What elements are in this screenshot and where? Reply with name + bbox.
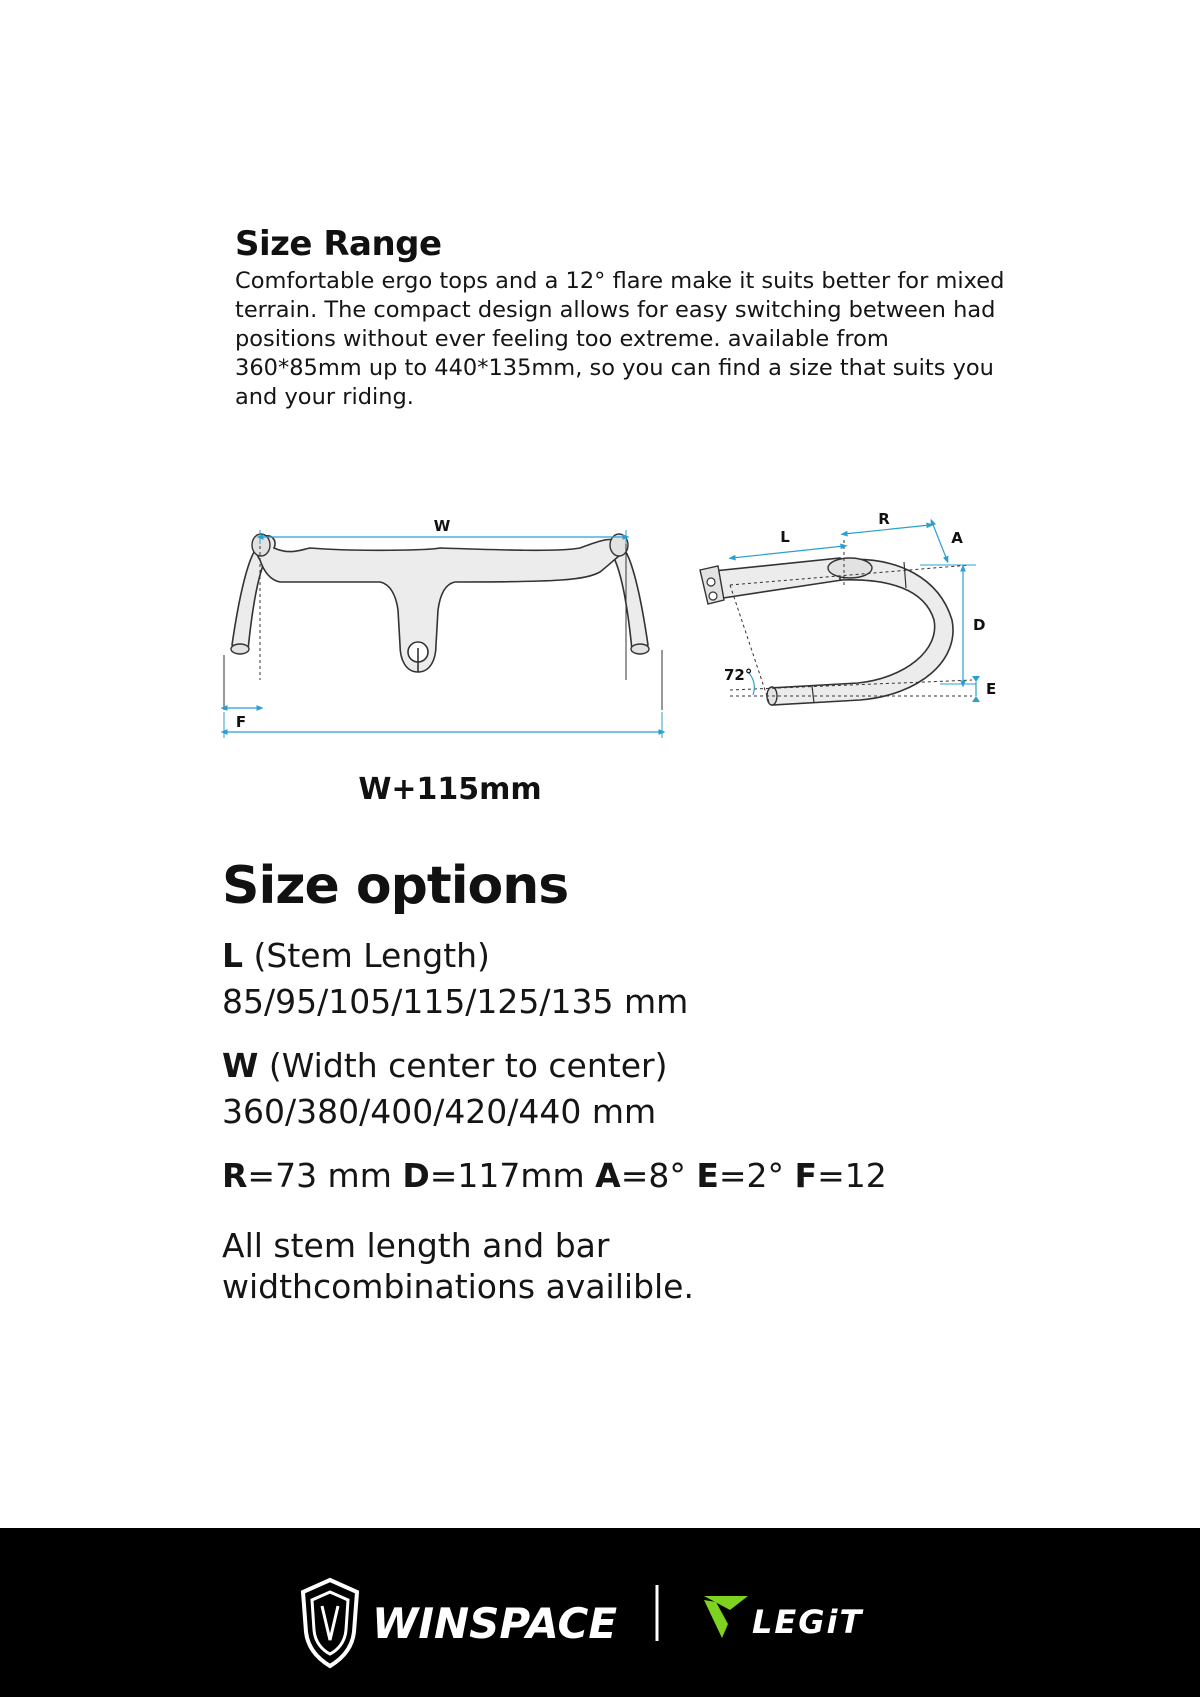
param-r-value: =73 mm <box>247 1156 403 1196</box>
param-d-key: D <box>402 1156 430 1196</box>
brand-footer <box>0 1528 1200 1697</box>
param-f-value: =12 <box>817 1156 887 1196</box>
l-dimension-line <box>732 546 844 558</box>
size-range-section <box>235 226 1015 412</box>
e-label: E <box>986 680 997 698</box>
w-label: W <box>433 517 451 535</box>
size-range-heading: Size Range <box>235 224 442 264</box>
param-r-key: R <box>222 1156 248 1196</box>
a-label: A <box>951 529 963 547</box>
total-width-label: W+115mm <box>358 772 542 807</box>
winspace-shield-icon <box>303 1580 357 1666</box>
combinations-note: All stem length and bar widthcombinations availible. <box>222 1226 694 1307</box>
param-e-key: E <box>696 1156 719 1196</box>
param-a-key: A <box>595 1156 621 1196</box>
f-label: F <box>235 713 247 731</box>
footer-logos <box>0 1528 1200 1697</box>
size-range-description: Comfortable ergo tops and a 12° flare make it suits better for mixed terrain. The compact design allows for easy switching between had positions without ever feeling too extreme. available from 360*85mm up to 440*135mm, so you can find a size that suits you and your riding. <box>235 268 1005 411</box>
param-f-key: F <box>794 1156 818 1196</box>
param-d-value: =117mm <box>429 1156 596 1196</box>
bar-width-values: 360/380/400/420/440 mm <box>222 1092 657 1132</box>
stem-length-key: L <box>222 936 244 976</box>
geometry-params <box>222 1153 1122 1199</box>
legit-logo-text: LEGiT <box>752 1603 864 1641</box>
stem-length-values: 85/95/105/115/125/135 mm <box>222 982 689 1022</box>
bar-width-title <box>222 1043 1122 1089</box>
stem-length-title <box>222 933 1122 979</box>
l-label: L <box>780 528 790 546</box>
size-options-heading: Size options <box>222 856 569 916</box>
stem-length-spec <box>222 933 1122 1025</box>
param-a-value: =8° <box>620 1156 697 1196</box>
r-label: R <box>878 510 890 528</box>
stem-length-name: (Stem Length) <box>243 936 490 976</box>
handlebar-diagram <box>200 500 1020 740</box>
bar-width-name: (Width center to center) <box>258 1046 668 1086</box>
winspace-logo-text: WINSPACE <box>372 1599 618 1648</box>
param-e-value: =2° <box>718 1156 795 1196</box>
geometry-drawing <box>200 500 1020 740</box>
side-view <box>700 510 996 705</box>
d-label: D <box>973 616 986 634</box>
bar-width-key: W <box>222 1046 259 1086</box>
legit-mark-icon <box>704 1596 748 1638</box>
a-dimension-line <box>932 522 947 560</box>
bar-width-spec <box>222 1043 1122 1135</box>
size-options-section <box>222 858 1122 1307</box>
front-view <box>224 517 662 740</box>
angle-label: 72° <box>724 666 753 684</box>
